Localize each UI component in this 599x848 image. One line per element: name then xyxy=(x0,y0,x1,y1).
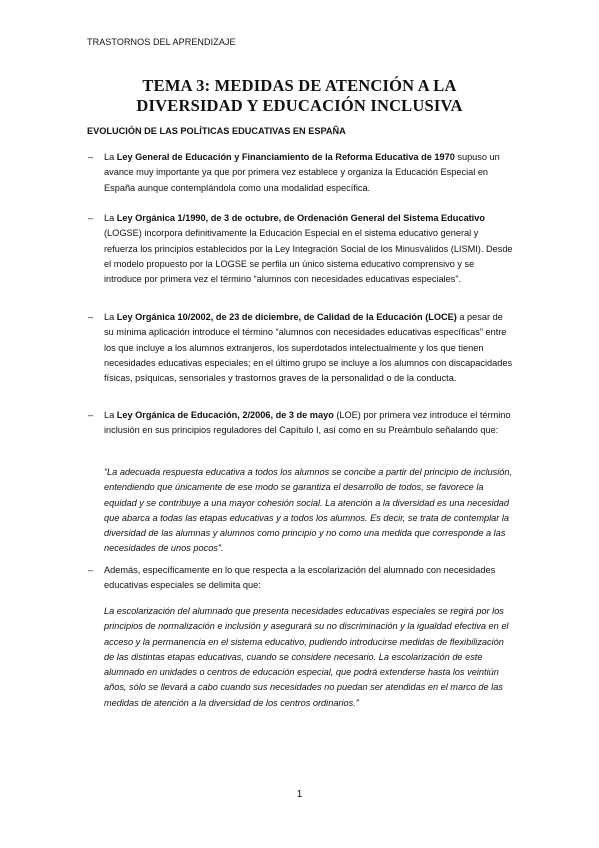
quotation-escolarizacion: La escolarización del alumnado que presenta necesidades educativas especiales se regirá por los principios de normalización e inclusión y asegurará su no discriminación y la igualdad efectiva en el acceso y la permanencia en el sistema educativo, pudiendo introducirse medidas de flexibilización de las distintas etapas educativas, cuando se considere necesario. La escolarización de este alumnado en unidades o centros de educación especial, que podrá extenderse hasta los veintiún años, sólo se llevará a cabo cuando sus necesidades no puedan ser atendidas en el marco de las medidas de atención a la diversidad de los centros ordinarios.” xyxy=(104,606,509,708)
list-item-text: La Ley Orgánica de Educación, 2/2006, de 3 de mayo (LOE) por primera vez introduce el término inclusión en sus principios reguladores del Capítulo I, así como en su Preámbulo señalando que: xyxy=(104,410,511,436)
page-number: 1 xyxy=(296,789,303,800)
dash-bullet: – xyxy=(88,410,94,420)
list-item-text: La Ley Orgánica 10/2002, de 23 de diciembre, de Calidad de la Educación (LOCE) a pesar de su mínima aplicación introduce el término “alumnos con necesidades educativas específicas” entre los que incluye a los alumnos extranjeros, los superdotados intelectualmente y los que tienen necesidades educativas especiales; en el último grupo se incluye a los alumnos con discapacidades físicas, psíquicas, sensoriales y trastornos graves de la personalidad o de la conducta. xyxy=(104,312,513,384)
list-item-text: La Ley Orgánica 1/1990, de 3 de octubre, de Ordenación General del Sistema Educativo (LOGSE) incorpora definitivamente la Educación Especial en el sistema educativo general y refuerza los principios establecidos por la Ley Integración Social de los Minusválidos (LISMI). Desde el modelo propuesto por la LOGSE se perfila un único sistema educativo comprensivo y se introduce por primera vez el término “alumnos con necesidades educativas especiales”. xyxy=(104,213,513,285)
dash-bullet: – xyxy=(88,213,94,223)
list-item xyxy=(88,563,513,594)
list-item-text: La Ley General de Educación y Financiamiento de la Reforma Educativa de 1970 supuso un avance muy importante ya que por primera vez establece y organiza la Educación Especial en España aunque contemplándola como una modalidad específica. xyxy=(104,152,500,193)
section-heading: EVOLUCIÓN DE LAS POLÍTICAS EDUCATIVAS EN ESPAÑA xyxy=(87,126,346,136)
running-header: TRASTORNOS DEL APRENDIZAJE xyxy=(87,37,236,47)
quotation-preambulo: “La adecuada respuesta educativa a todos los alumnos se concibe a partir del principio de inclusión, entendiendo que únicamente de ese modo se garantiza el desarrollo de todos, se favorece la equidad y se contribuye a una mayor cohesión social. La atención a la diversidad es una necesidad que abarca a todas las etapas educativas y a todos los alumnos. Es decir, se trata de contemplar la diversidad de las alumnas y alumnos como principio y no como una medida que corresponde a las necesidades de unos pocos”. xyxy=(104,467,513,554)
dash-bullet: – xyxy=(88,565,94,575)
dash-bullet: – xyxy=(88,152,94,162)
dash-bullet: – xyxy=(88,312,94,322)
list-item xyxy=(88,310,513,386)
title-line-2: DIVERSIDAD Y EDUCACIÓN INCLUSIVA xyxy=(136,96,463,115)
list-item xyxy=(88,211,513,287)
list-item xyxy=(88,150,513,196)
title-line-1: TEMA 3: MEDIDAS DE ATENCIÓN A LA xyxy=(142,76,457,95)
list-item xyxy=(88,408,513,439)
page-title xyxy=(87,76,512,116)
list-item-text: Además, específicamente en lo que respecta a la escolarización del alumnado con necesidades educativas especiales se delimita que: xyxy=(104,565,496,591)
